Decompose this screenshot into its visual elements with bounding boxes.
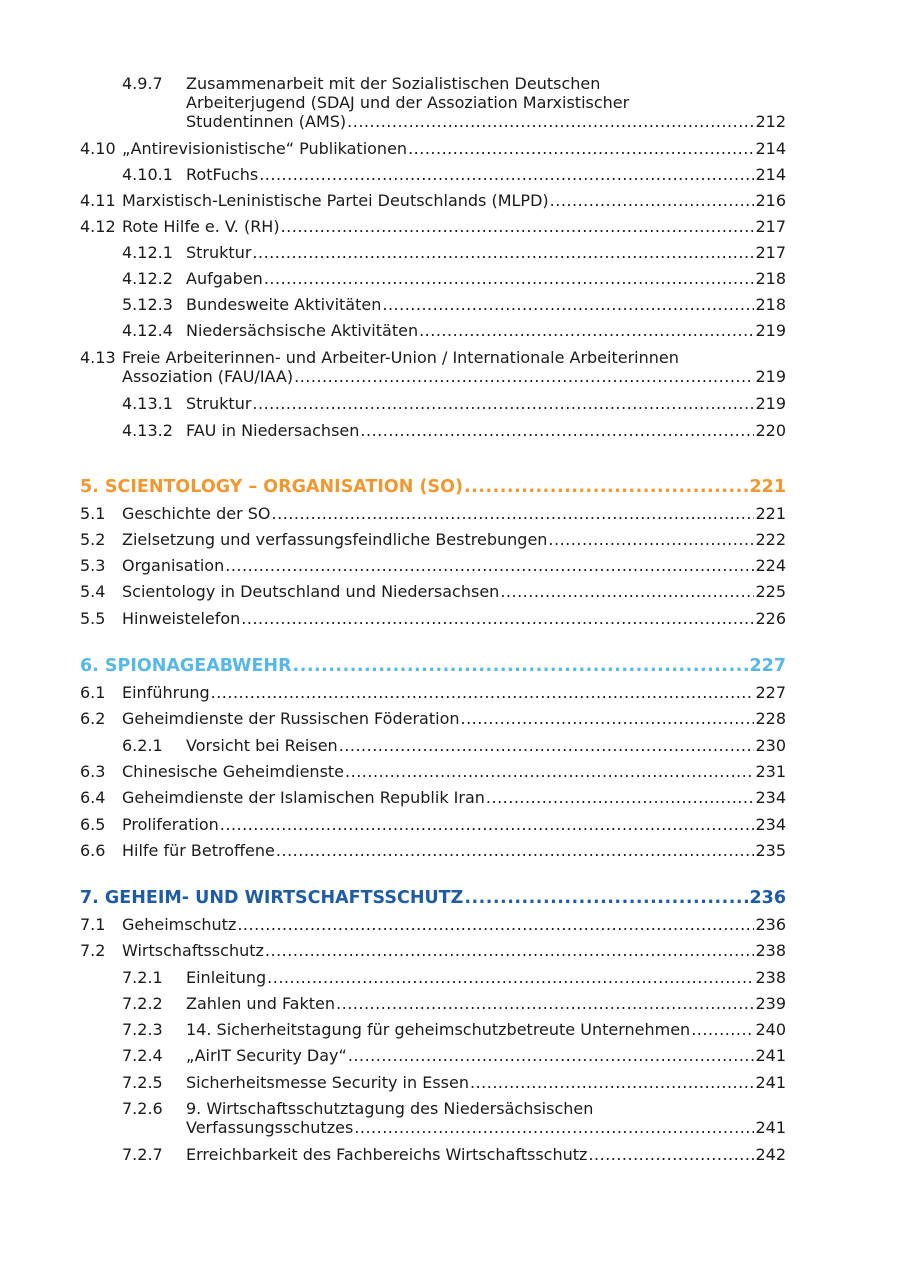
dot-leader [264, 269, 755, 288]
page-number: 222 [755, 530, 786, 549]
entry-title: Hilfe für Betroffene [122, 841, 275, 860]
page-number: 221 [755, 504, 786, 523]
dot-leader [348, 1046, 755, 1065]
entry-title: Aufgaben [186, 269, 263, 288]
page-number: 242 [755, 1145, 786, 1164]
page-number: 224 [755, 556, 786, 575]
page-number: 216 [755, 191, 786, 210]
page-number: 217 [755, 243, 786, 262]
page-number: 221 [749, 477, 786, 497]
entry-number: 5.3 [80, 556, 106, 575]
dot-leader [267, 968, 754, 987]
entry-title: RotFuchs [186, 165, 259, 184]
page-number: 235 [755, 841, 786, 860]
entry-number: 7.1 [80, 915, 106, 934]
chapter-title: 6. SPIONAGEABWEHR [80, 656, 292, 676]
entry-title: „AirIT Security Day“ [186, 1046, 347, 1065]
dot-leader [272, 504, 755, 523]
entry-number: 4.12 [80, 217, 116, 236]
entry-title: Organisation [122, 556, 225, 575]
entry-number: 5.5 [80, 609, 106, 628]
dot-leader [500, 582, 754, 601]
dot-leader [336, 994, 754, 1013]
dot-leader [486, 788, 755, 807]
entry-number: 7.2.1 [122, 968, 163, 987]
page-number: 230 [755, 736, 786, 755]
entry-title: Hinweistelefon [122, 609, 241, 628]
entry-number: 7.2 [80, 941, 106, 960]
dot-leader [548, 530, 754, 549]
entry-title: FAU in Niedersachsen [186, 421, 360, 440]
entry-title: Bundesweite Aktivitäten [186, 295, 382, 314]
entry-number: 6.2 [80, 709, 106, 728]
page-number: 212 [755, 112, 786, 131]
entry-number: 7.2.3 [122, 1020, 163, 1039]
page-number: 234 [755, 788, 786, 807]
entry-number: 4.12.1 [122, 243, 173, 262]
dot-leader [293, 655, 749, 677]
page-number: 227 [749, 656, 786, 676]
entry-title: Proliferation [122, 815, 219, 834]
entry-number: 5.2 [80, 530, 106, 549]
dot-leader [265, 941, 755, 960]
dot-leader [339, 736, 755, 755]
entry-title: Struktur [186, 243, 252, 262]
entry-number: 4.12.4 [122, 321, 173, 340]
entry-number: 4.12.2 [122, 269, 173, 288]
entry-number: 6.6 [80, 841, 106, 860]
entry-title: Studentinnen (AMS) [186, 112, 347, 131]
entry-number: 4.13.2 [122, 421, 173, 440]
dot-leader [276, 841, 755, 860]
dot-leader [259, 165, 754, 184]
page-number: 219 [755, 321, 786, 340]
entry-title: Geheimdienste der Russischen Föderation [122, 709, 460, 728]
entry-number: 5.1 [80, 504, 106, 523]
dot-leader [461, 709, 755, 728]
entry-title: „Antirevisionistische“ Publikationen [122, 139, 408, 158]
chapter-title: 7. GEHEIM- UND WIRTSCHAFTSSCHUTZ [80, 888, 464, 908]
entry-number: 7.2.5 [122, 1073, 163, 1092]
entry-title-line: Arbeiterjugend (SDAJ und der Assoziation Marxistischer [186, 93, 630, 112]
entry-title: Wirtschaftsschutz [122, 941, 264, 960]
entry-number: 6.3 [80, 762, 106, 781]
dot-leader [360, 421, 754, 440]
entry-title: Zielsetzung und verfassungsfeindliche Bestrebungen [122, 530, 548, 549]
dot-leader [382, 295, 754, 314]
page-number: 241 [755, 1073, 786, 1092]
entry-title: Erreichbarkeit des Fachbereichs Wirtschaftsschutz [186, 1145, 588, 1164]
entry-number: 6.1 [80, 683, 106, 702]
dot-leader [211, 683, 755, 702]
entry-number: 4.11 [80, 191, 116, 210]
entry-title: Vorsicht bei Reisen [186, 736, 338, 755]
dot-leader [294, 367, 754, 386]
entry-number: 4.9.7 [122, 74, 163, 93]
entry-title: Struktur [186, 394, 252, 413]
dot-leader [252, 243, 754, 262]
dot-leader [408, 139, 754, 158]
entry-title: Zahlen und Fakten [186, 994, 336, 1013]
page-number: 236 [749, 888, 786, 908]
page-number: 239 [755, 994, 786, 1013]
entry-number: 5.4 [80, 582, 106, 601]
entry-number: 6.2.1 [122, 736, 163, 755]
page-number: 241 [755, 1118, 786, 1137]
entry-title: Chinesische Geheimdienste [122, 762, 345, 781]
entry-title-line: Freie Arbeiterinnen- und Arbeiter-Union / Internationale Arbeiterinnen [122, 348, 679, 367]
page-number: 217 [755, 217, 786, 236]
entry-number: 4.13 [80, 348, 116, 367]
page-number: 226 [755, 609, 786, 628]
entry-title: Einführung [122, 683, 210, 702]
entry-title: Geschichte der SO [122, 504, 271, 523]
dot-leader [691, 1020, 754, 1039]
page-number: 219 [755, 394, 786, 413]
entry-title: Einleitung [186, 968, 267, 987]
entry-title-line: Zusammenarbeit mit der Sozialistischen Deutschen [186, 74, 601, 93]
page-number: 236 [755, 915, 786, 934]
entry-number: 7.2.4 [122, 1046, 163, 1065]
dot-leader [237, 915, 754, 934]
entry-number: 7.2.6 [122, 1099, 163, 1118]
entry-title: Geheimschutz [122, 915, 237, 934]
page-number: 225 [755, 582, 786, 601]
entry-number: 5.12.3 [122, 295, 173, 314]
page-number: 218 [755, 295, 786, 314]
chapter-title: 5. SCIENTOLOGY – ORGANISATION (SO) [80, 477, 464, 497]
dot-leader [464, 476, 748, 498]
entry-title-line: 9. Wirtschaftsschutztagung des Niedersächsischen [186, 1099, 594, 1118]
entry-number: 6.4 [80, 788, 106, 807]
dot-leader [550, 191, 755, 210]
dot-leader [345, 762, 754, 781]
page-number: 240 [755, 1020, 786, 1039]
dot-leader [419, 321, 754, 340]
dot-leader [470, 1073, 754, 1092]
dot-leader [588, 1145, 754, 1164]
entry-number: 4.13.1 [122, 394, 173, 413]
dot-leader [241, 609, 754, 628]
dot-leader [281, 217, 755, 236]
dot-leader [354, 1118, 754, 1137]
page-number: 238 [755, 968, 786, 987]
page-number: 238 [755, 941, 786, 960]
entry-title: Assoziation (FAU/IAA) [122, 367, 294, 386]
entry-number: 6.5 [80, 815, 106, 834]
entry-number: 7.2.7 [122, 1145, 163, 1164]
dot-leader [464, 887, 748, 909]
page-number: 214 [755, 139, 786, 158]
page-number: 228 [755, 709, 786, 728]
page-number: 220 [755, 421, 786, 440]
entry-title: Marxistisch-Leninistische Partei Deutschlands (MLPD) [122, 191, 549, 210]
entry-number: 7.2.2 [122, 994, 163, 1013]
entry-title: Sicherheitsmesse Security in Essen [186, 1073, 469, 1092]
entry-title: Geheimdienste der Islamischen Republik Iran [122, 788, 485, 807]
page-number: 218 [755, 269, 786, 288]
entry-title: Niedersächsische Aktivitäten [186, 321, 419, 340]
page-number: 219 [755, 367, 786, 386]
dot-leader [347, 112, 754, 131]
entry-number: 4.10.1 [122, 165, 173, 184]
entry-title: Rote Hilfe e. V. (RH) [122, 217, 280, 236]
entry-title: 14. Sicherheitstagung für geheimschutzbetreute Unternehmen [186, 1020, 691, 1039]
dot-leader [252, 394, 754, 413]
page-number: 214 [755, 165, 786, 184]
page-number: 231 [755, 762, 786, 781]
page-number: 234 [755, 815, 786, 834]
entry-number: 4.10 [80, 139, 116, 158]
dot-leader [225, 556, 754, 575]
entry-title: Verfassungsschutzes [186, 1118, 354, 1137]
page-number: 227 [755, 683, 786, 702]
dot-leader [220, 815, 755, 834]
entry-title: Scientology in Deutschland und Niedersachsen [122, 582, 500, 601]
page-number: 241 [755, 1046, 786, 1065]
